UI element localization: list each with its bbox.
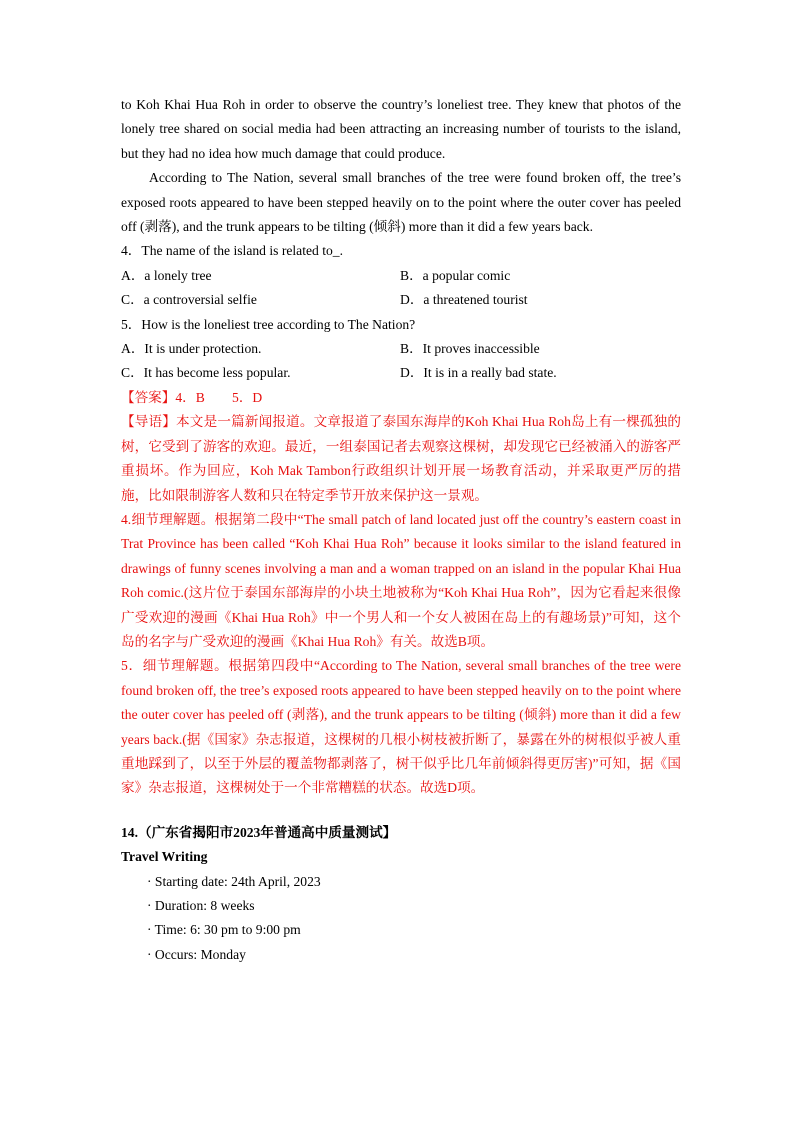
guide-paragraph: 【导语】本文是一篇新闻报道。文章报道了泰国东海岸的Koh Khai Hua Roh岛上有一棵孤独的树，它受到了游客的欢迎。最近，一组泰国记者去观察这棵树，却发现它已经被涌入的游客严重损坏。作为回应，Koh Mak Tambon行政组织计划开展一场教育活动，并采取更严厉的措施，比如限制游客人数和只在特定季节开放来保护这一景观。 [121, 414, 681, 503]
section-gap [121, 801, 681, 821]
passage-paragraph-2: According to The Nation, several small branches of the tree were found broken off, the tree’s exposed roots appeared to have been stepped heavily on to the point where the outer cover has peeled off (剥落), and the trunk appears to be tilting (倾斜) more than it did a few years back. [121, 170, 681, 235]
info-starting-date: · Starting date: 24th April, 2023 [147, 873, 321, 889]
question-5-stem: 5．How is the loneliest tree according to The Nation? [121, 316, 416, 332]
question-5-option-a: A．It is under protection. [121, 341, 262, 357]
explanation-5: 5．细节理解题。根据第四段中“According to The Nation, several small branches of the tree were found broken off, the tree’s exposed roots appeared to have been stepped heavily on to the point where the outer cover has peeled off (剥落), and the trunk appears to be tilting (倾斜) more than it did a few years back.(据《国家》杂志报道，这棵树的几根小树枝被折断了，暴露在外的树根似乎被人重重地踩到了，以至于外层的覆盖物都剥落了，树干似乎比几年前倾斜得更厉害)”可知，据《国家》杂志报道，这棵树处于一个非常糟糕的状态。故选D项。 [121, 658, 681, 796]
question-5-option-c: C．It has become less popular. [121, 365, 291, 381]
info-time: · Time: 6: 30 pm to 9:00 pm [147, 922, 301, 938]
info-occurs: · Occurs: Monday [147, 946, 246, 962]
page-content [121, 93, 681, 967]
question-5-option-b: B．It proves inaccessible [400, 341, 540, 357]
question-5-options-row-1 [121, 337, 681, 361]
question-4-options-row-1 [121, 264, 681, 288]
question-5-option-d: D．It is in a really bad state. [400, 365, 557, 381]
question-4-option-a: A．a lonely tree [121, 267, 212, 283]
travel-writing-title: Travel Writing [121, 849, 208, 865]
explanation-4: 4.细节理解题。根据第二段中“The small patch of land located just off the country’s eastern coast in Trat Province has been called “Koh Khai Hua Roh” because it looks similar to the island featured in drawings of funny scenes involving a man and a woman trapped on an island in the popular Khai Hua Roh comic.(这片位于泰国东部海岸的小块土地被称为“Koh Khai Hua Roh”，因为它看起来很像广受欢迎的漫画《Khai Hua Roh》中一个男人和一个女人被困在岛上的有趣场景)”可知，这个岛的名字与广受欢迎的漫画《Khai Hua Roh》有关。故选B项。 [121, 511, 681, 649]
question-4-option-d: D．a threatened tourist [400, 292, 528, 308]
answer-line: 【答案】4．B 5．D [121, 389, 263, 405]
question-4-options-row-2 [121, 288, 681, 312]
question-5-options-row-2 [121, 361, 681, 385]
passage-paragraph-1: to Koh Khai Hua Roh in order to observe the country’s loneliest tree. They knew that photos of the lonely tree shared on social media had been attracting an increasing number of tourists to the island, but they had no idea how much damage that could produce. [121, 97, 681, 161]
question-4-option-b: B．a popular comic [400, 267, 511, 283]
question-4-option-c: C．a controversial selfie [121, 292, 257, 308]
question-14-heading: 14.（广东省揭阳市2023年普通高中质量测试】 [121, 824, 397, 840]
question-4-stem: 4．The name of the island is related to_. [121, 243, 343, 259]
info-duration: · Duration: 8 weeks [147, 898, 255, 913]
